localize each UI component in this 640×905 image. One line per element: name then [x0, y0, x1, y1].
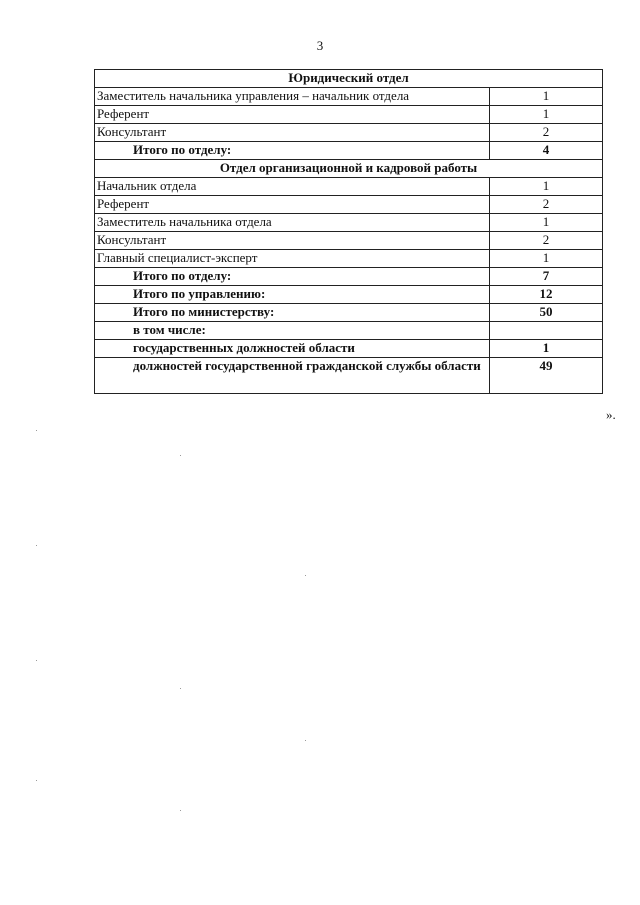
- position-count: 2: [490, 232, 603, 250]
- summary-label: в том числе:: [95, 322, 490, 340]
- summary-row: [95, 322, 603, 340]
- position-name: Главный специалист-эксперт: [95, 250, 490, 268]
- table-row: [95, 232, 603, 250]
- summary-row: [95, 340, 603, 358]
- scan-speck: [36, 430, 37, 431]
- scan-speck: [180, 810, 181, 811]
- section-header-row: [95, 160, 603, 178]
- table-row: [95, 214, 603, 232]
- table-row: [95, 250, 603, 268]
- position-count: 1: [490, 250, 603, 268]
- section-total-row: [95, 268, 603, 286]
- scan-speck: [305, 575, 306, 576]
- table-row: [95, 124, 603, 142]
- total-count: 4: [490, 142, 603, 160]
- summary-count: 1: [490, 340, 603, 358]
- section-total-row: [95, 142, 603, 160]
- summary-label: должностей государственной гражданской службы области: [95, 358, 490, 394]
- summary-label: государственных должностей области: [95, 340, 490, 358]
- position-count: 2: [490, 124, 603, 142]
- total-label: Итого по отделу:: [95, 142, 490, 160]
- section-header-row: [95, 70, 603, 88]
- scan-speck: [180, 688, 181, 689]
- position-name: Заместитель начальника отдела: [95, 214, 490, 232]
- summary-row: [95, 286, 603, 304]
- position-name: Консультант: [95, 232, 490, 250]
- position-count: 1: [490, 106, 603, 124]
- section-title: Юридический отдел: [95, 70, 603, 88]
- closing-quote-mark: ».: [606, 407, 616, 422]
- staffing-table: [94, 69, 603, 394]
- position-count: 1: [490, 88, 603, 106]
- total-count: 7: [490, 268, 603, 286]
- position-name: Референт: [95, 196, 490, 214]
- scan-speck: [36, 660, 37, 661]
- summary-label: Итого по министерству:: [95, 304, 490, 322]
- scan-speck: [305, 740, 306, 741]
- position-name: Референт: [95, 106, 490, 124]
- position-count: 2: [490, 196, 603, 214]
- scan-speck: [36, 545, 37, 546]
- summary-row: [95, 358, 603, 394]
- scan-speck: [180, 455, 181, 456]
- table-row: [95, 106, 603, 124]
- summary-count: [490, 322, 603, 340]
- table-row: [95, 88, 603, 106]
- table-row: [95, 178, 603, 196]
- scan-speck: [36, 780, 37, 781]
- position-name: Заместитель начальника управления – начальник отдела: [95, 88, 490, 106]
- summary-label: Итого по управлению:: [95, 286, 490, 304]
- table-row: [95, 196, 603, 214]
- position-name: Консультант: [95, 124, 490, 142]
- summary-count: 49: [490, 358, 603, 394]
- page-number: 3: [316, 38, 324, 53]
- summary-count: 50: [490, 304, 603, 322]
- total-label: Итого по отделу:: [95, 268, 490, 286]
- position-count: 1: [490, 178, 603, 196]
- summary-count: 12: [490, 286, 603, 304]
- position-count: 1: [490, 214, 603, 232]
- summary-row: [95, 304, 603, 322]
- section-title: Отдел организационной и кадровой работы: [95, 160, 603, 178]
- position-name: Начальник отдела: [95, 178, 490, 196]
